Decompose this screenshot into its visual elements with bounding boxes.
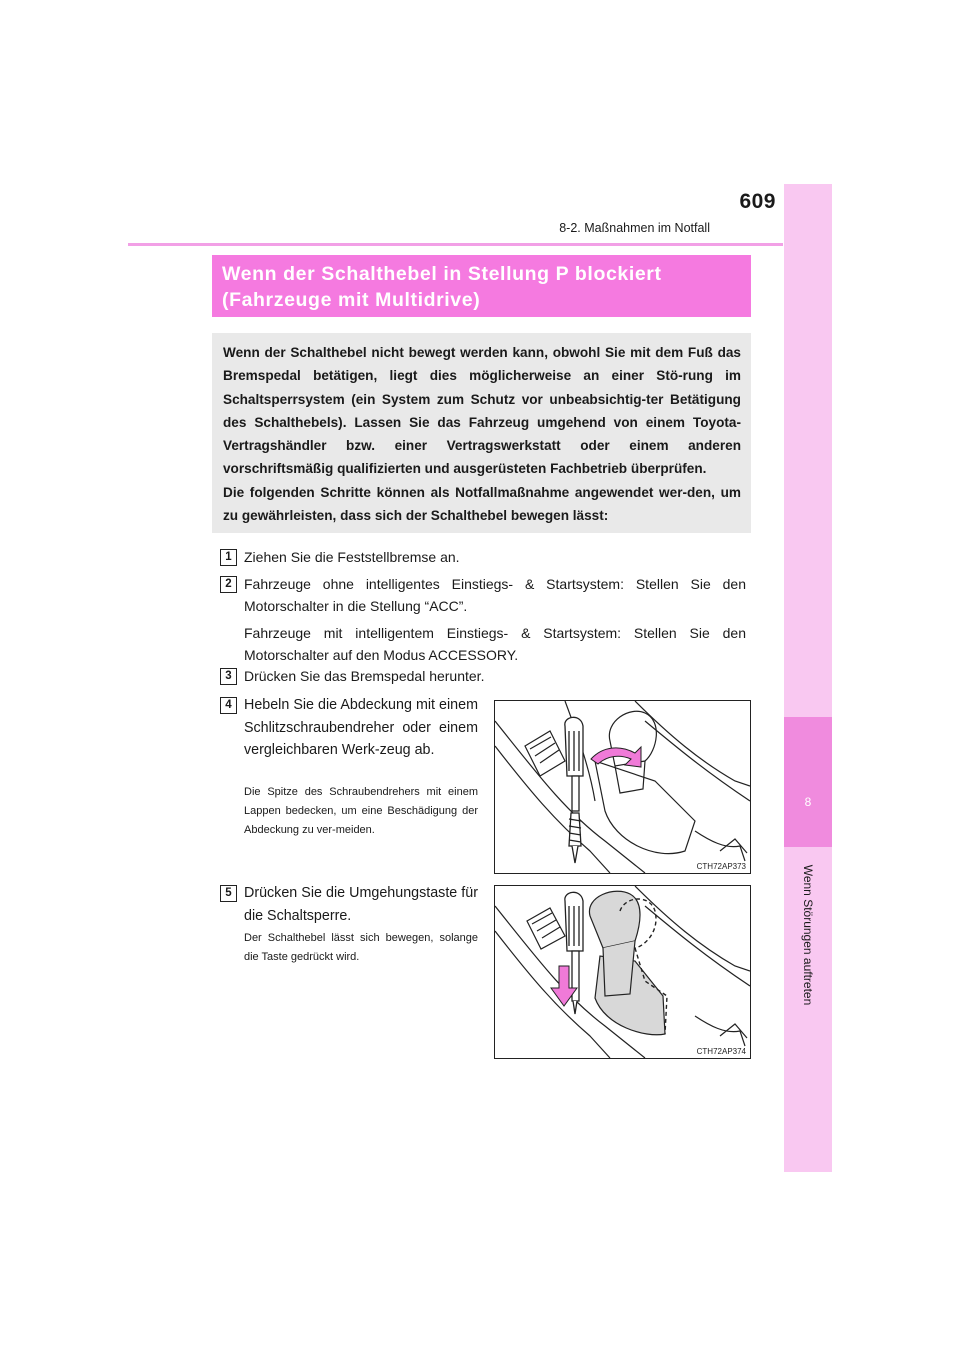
figure-code: CTH72AP374 <box>696 1047 746 1056</box>
header-rule <box>128 243 783 246</box>
chapter-number: 8 <box>804 795 812 809</box>
step-4-text: Hebeln Sie die Abdeckung mit einem Schlitzschraubendreher oder einem vergleichbaren Werk-zeug ab. <box>244 697 478 758</box>
chapter-side-tab-marker <box>784 717 832 847</box>
figure-shift-cover-removal <box>494 700 751 874</box>
screwdriver-icon <box>565 717 583 863</box>
shift-lever-illustration <box>495 701 750 873</box>
step-number-3: 3 <box>220 668 237 685</box>
step-number-2: 2 <box>220 576 237 593</box>
step-5-text: Drücken Sie die Umgehungstaste für die Schaltsperre. <box>244 885 478 924</box>
section-title: Wenn der Schalthebel in Stellung P blockiert (Fahrzeuge mit Multidrive) <box>222 263 662 311</box>
step-2-text-alt: Fahrzeuge mit intelligentem Einstiegs- & Startsystem: Stellen Sie den Motorschalter auf den Modus ACCESSORY. <box>244 625 746 663</box>
step-2-text: Fahrzeuge ohne intelligentes Einstiegs- & Startsystem: Stellen Sie den Motorschalter in die Stellung “ACC”. <box>244 576 746 614</box>
step-1-text: Ziehen Sie die Feststellbremse an. <box>244 549 460 565</box>
step-number-4: 4 <box>220 697 237 714</box>
step-4-note: Die Spitze des Schraubendrehers mit einem Lappen bedecken, um eine Beschädigung der Abdeckung zu ver-meiden. <box>244 786 478 836</box>
step-number-5: 5 <box>220 885 237 902</box>
intro-text: Wenn der Schalthebel nicht bewegt werden kann, obwohl Sie mit dem Fuß das Bremspedal betätigen, liegt dies möglicherweise an einer Stö-rung im Schaltsperrsystem (ein System zum Schutz vor unbeabsichtig-ter Betätigung des Schalthebels). Lassen Sie das Fahrzeug umgehend von einem Toyota-Vertragshändler bzw. einer Vertragswerkstatt oder einem anderen vorschriftsmäßig qualifizierten und ausgerüsteten Fachbetrieb überprüfen. Die folgenden Schritte können als Notfallmaßnahme angewendet wer-den, um zu gewährleisten, dass sich der Schalthebel bewegen lässt: <box>223 345 741 524</box>
pry-arrow-icon <box>591 747 641 767</box>
chapter-title: Wenn Störungen auftreten <box>801 864 815 1006</box>
shift-lock-illustration <box>495 886 750 1058</box>
step-3-text: Drücken Sie das Bremspedal herunter. <box>244 668 485 684</box>
step-5-note: Der Schalthebel lässt sich bewegen, solange die Taste gedrückt wird. <box>244 932 478 963</box>
intro-box <box>212 333 751 533</box>
step-number-1: 1 <box>220 549 237 566</box>
section-label: 8-2. Maßnahmen im Notfall <box>559 221 710 235</box>
figure-code: CTH72AP373 <box>696 862 746 871</box>
page-number: 609 <box>739 190 776 213</box>
chapter-side-tab[interactable] <box>784 184 832 1172</box>
figure-shift-lock-override <box>494 885 751 1059</box>
section-title-box <box>212 255 751 317</box>
